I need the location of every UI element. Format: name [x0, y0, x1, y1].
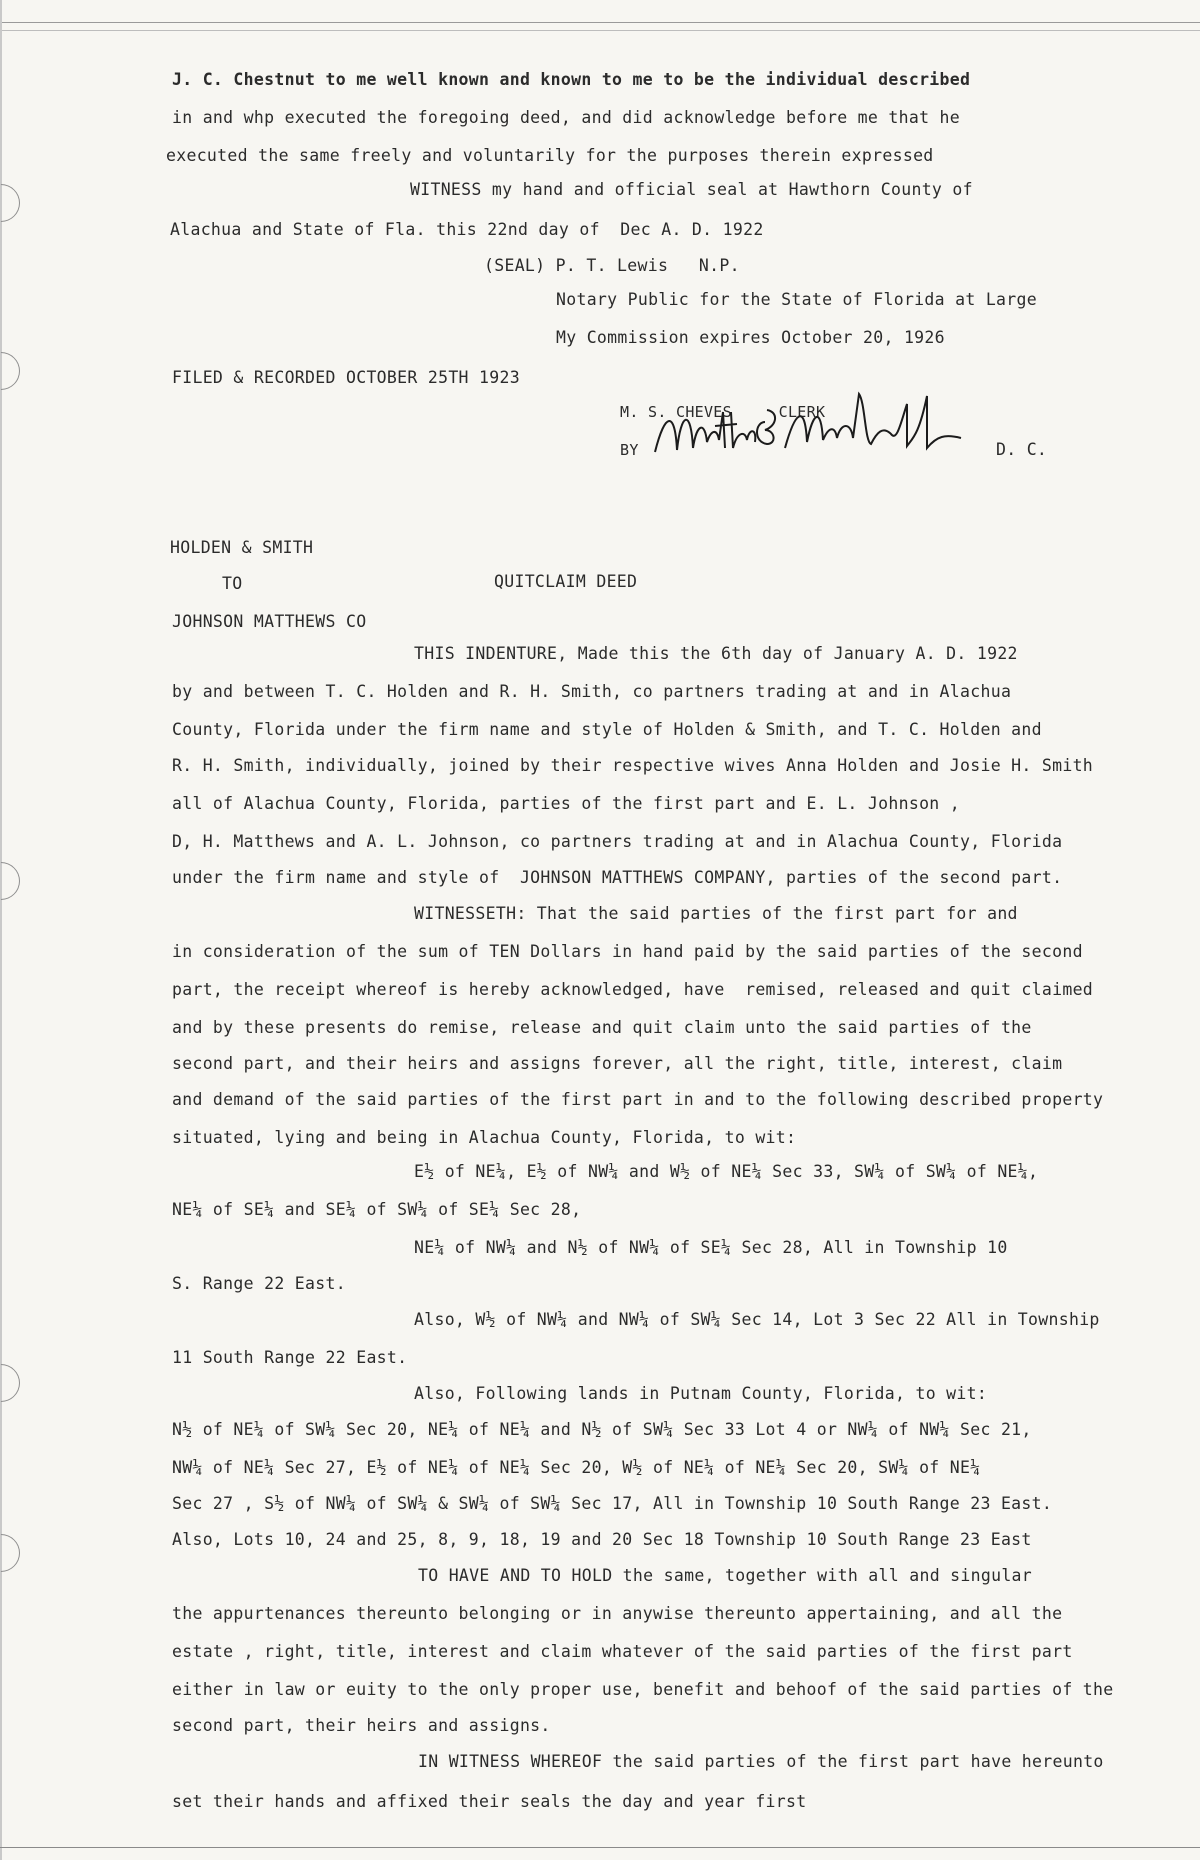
deed-line: the appurtenances thereunto belonging or in anywise thereunto appertaining, and all the [172, 1604, 1063, 1623]
deed-line: R. H. Smith, individually, joined by their respective wives Anna Holden and Josie H. Smith [172, 756, 1094, 775]
deed-line: part, the receipt whereof is hereby acknowledged, have remised, released and quit claimed [172, 980, 1094, 999]
deed-line: set their hands and affixed their seals the day and year first [172, 1792, 807, 1811]
land-description: Also, Following lands in Putnam County, Florida, to wit: [414, 1384, 988, 1403]
clerk-signature-graphic [645, 382, 980, 472]
land-description: 11 South Range 22 East. [172, 1348, 408, 1367]
binder-hole [0, 1526, 28, 1580]
notary-line: WITNESS my hand and official seal at Hawthorn County of [410, 180, 973, 199]
notary-title: Notary Public for the State of Florida at Large [556, 290, 1037, 309]
filed-recorded: FILED & RECORDED OCTOBER 25TH 1923 [172, 368, 520, 387]
land-description: NE¼ of SE¼ and SE¼ of SW¼ of SE¼ Sec 28, [172, 1200, 582, 1219]
to-label: TO [222, 574, 243, 593]
deed-line: and demand of the said parties of the first part in and to the following described property [172, 1090, 1104, 1109]
by-label: BY [620, 441, 639, 459]
deed-line: THIS INDENTURE, Made this the 6th day of January A. D. 1922 [414, 644, 1018, 663]
deed-line: IN WITNESS WHEREOF the said parties of the first part have hereunto [418, 1752, 1104, 1771]
deputy-clerk-label: D. C. [996, 440, 1048, 459]
deed-line: and by these presents do remise, release and quit claim unto the said parties of the [172, 1018, 1032, 1037]
deed-line: second part, their heirs and assigns. [172, 1716, 551, 1735]
notary-commission: My Commission expires October 20, 1926 [556, 328, 945, 347]
bottom-rule [0, 1847, 1200, 1848]
notary-signature-line: (SEAL) P. T. Lewis N.P. [484, 256, 740, 275]
deed-line: D, H. Matthews and A. L. Johnson, co partners trading at and in Alachua County, Florida [172, 832, 1063, 851]
deed-line: situated, lying and being in Alachua County, Florida, to wit: [172, 1128, 797, 1147]
binder-edge [0, 0, 2, 1860]
deed-line: all of Alachua County, Florida, parties of the first part and E. L. Johnson , [172, 794, 961, 813]
land-description: Sec 27 , S½ of NW¼ of SW¼ & SW¼ of SW¼ Sec 17, All in Township 10 South Range 23 East. [172, 1494, 1053, 1513]
binder-hole [0, 854, 28, 908]
deed-title: QUITCLAIM DEED [494, 572, 638, 591]
land-description: Also, Lots 10, 24 and 25, 8, 9, 18, 19 and 20 Sec 18 Township 10 South Range 23 East [172, 1530, 1032, 1549]
top-rule [0, 22, 1200, 23]
land-description: S. Range 22 East. [172, 1274, 346, 1293]
notary-line: in and whp executed the foregoing deed, and did acknowledge before me that he [172, 108, 961, 127]
deed-line: WITNESSETH: That the said parties of the first part for and [414, 904, 1018, 923]
binder-hole [0, 176, 28, 230]
notary-line: executed the same freely and voluntarily for the purposes therein expressed [166, 146, 934, 165]
top-rule-secondary [0, 30, 1200, 31]
deed-line: TO HAVE AND TO HOLD the same, together with all and singular [418, 1566, 1033, 1585]
grantee-name: JOHNSON MATTHEWS CO [172, 612, 367, 631]
land-description: E½ of NE¼, E½ of NW¼ and W½ of NE¼ Sec 33, SW¼ of SW¼ of NE¼, [414, 1162, 1039, 1181]
binder-hole [0, 344, 28, 398]
deed-line: County, Florida under the firm name and style of Holden & Smith, and T. C. Holden and [172, 720, 1042, 739]
deed-line: by and between T. C. Holden and R. H. Smith, co partners trading at and in Alachua [172, 682, 1012, 701]
notary-line: J. C. Chestnut to me well known and known to me to be the individual described [172, 70, 971, 89]
deed-line: either in law or euity to the only proper use, benefit and behoof of the said parties of the [172, 1680, 1114, 1699]
binder-hole [0, 1356, 28, 1410]
grantor-name: HOLDEN & SMITH [170, 538, 314, 557]
deed-line: second part, and their heirs and assigns forever, all the right, title, interest, claim [172, 1054, 1063, 1073]
land-description: NW¼ of NE¼ Sec 27, E½ of NE¼ of NE¼ Sec 20, W½ of NE¼ of NE¼ Sec 20, SW¼ of NE¼ [172, 1458, 981, 1477]
land-description: N½ of NE¼ of SW¼ Sec 20, NE¼ of NE¼ and N½ of SW¼ Sec 33 Lot 4 or NW¼ of NW¼ Sec 21, [172, 1420, 1032, 1439]
clerk-label: M. S. CHEVES CLERK [620, 403, 826, 421]
land-description: Also, W½ of NW¼ and NW¼ of SW¼ Sec 14, Lot 3 Sec 22 All in Township [414, 1310, 1100, 1329]
land-description: NE¼ of NW¼ and N½ of NW¼ of SE¼ Sec 28, All in Township 10 [414, 1238, 1008, 1257]
notary-line: Alachua and State of Fla. this 22nd day of Dec A. D. 1922 [170, 220, 764, 239]
deed-line: under the firm name and style of JOHNSON MATTHEWS COMPANY, parties of the second part. [172, 868, 1063, 887]
deed-line: in consideration of the sum of TEN Dollars in hand paid by the said parties of the second [172, 942, 1083, 961]
deed-line: estate , right, title, interest and claim whatever of the said parties of the first part [172, 1642, 1073, 1661]
